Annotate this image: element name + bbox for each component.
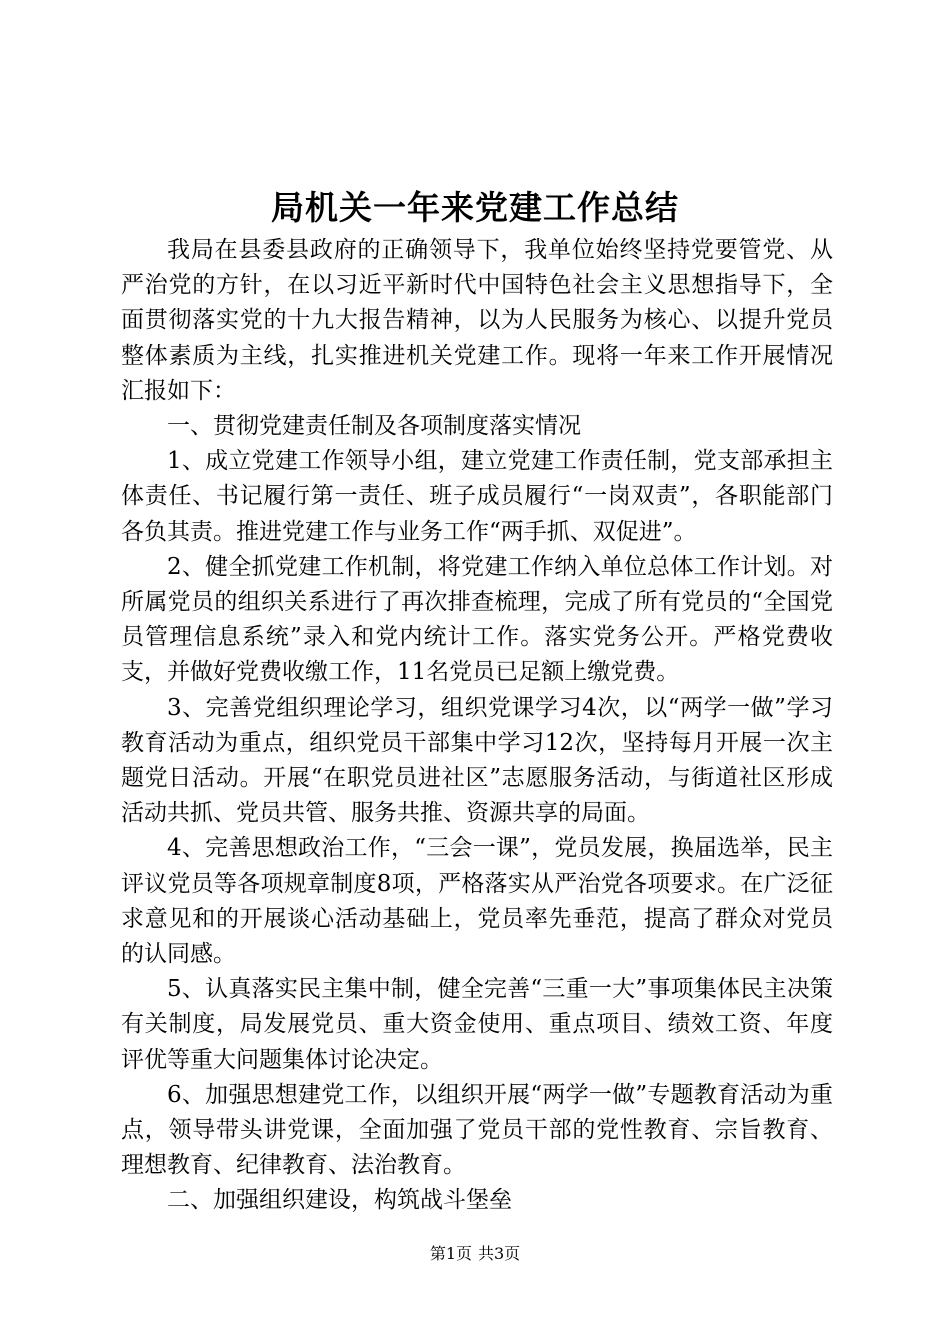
paragraph-intro: 我局在县委县政府的正确领导下，我单位始终坚持党要管党、从严治党的方针，在以习近平新时代中国特色社会主义思想指导下，全面贯彻落实党的十九大报告精神，以为人民服务为核心、以提升党员整体素质为主线，扎实推进机关党建工作。现将一年来工作开展情况汇报如下： [121,237,833,404]
page-number-current: 第1页 [429,1244,472,1263]
paragraph-item-2: 2、健全抓党建工作机制，将党建工作纳入单位总体工作计划。对所属党员的组织关系进行了再次排查梳理，完成了所有党员的“全国党员管理信息系统”录入和党内统计工作。落实党务公开。严格党费收支，并做好党费收缴工作，11名党员已足额上缴党费。 [121,553,833,686]
document-body [121,233,833,1219]
page-footer [0,1244,950,1264]
document-title: 局机关一年来党建工作总结 [271,188,679,227]
paragraph-item-4: 4、完善思想政治工作，“三会一课”，党员发展，换届选举，民主评议党员等各项规章制度8项，严格落实从严治党各项要求。在广泛征求意见和的开展谈心活动基础上，党员率先垂范，提高了群众对党员的认同感。 [121,835,833,968]
section-heading-2: 二、加强组织建设，构筑战斗堡垒 [167,1187,512,1214]
section-heading-1: 一、贯彻党建责任制及各项制度落实情况 [167,413,581,440]
paragraph-item-3: 3、完善党组织理论学习，组织党课学习4次，以“两学一做”学习教育活动为重点，组织党员干部集中学习12次，坚持每月开展一次主题党日活动。开展“在职党员进社区”志愿服务活动，与街道社区形成活动共抓、党员共管、服务共推、资源共享的局面。 [121,694,833,827]
paragraph-item-1: 1、成立党建工作领导小组，建立党建工作责任制，党支部承担主体责任、书记履行第一责任、班子成员履行“一岗双责”，各职能部门各负其责。推进党建工作与业务工作“两手抓、双促进”。 [121,448,833,545]
paragraph-item-6: 6、加强思想建党工作，以组织开展“两学一做”专题教育活动为重点，领导带头讲党课，全面加强了党员干部的党性教育、宗旨教育、理想教育、纪律教育、法治教育。 [121,1081,833,1179]
page-number-total: 共3页 [478,1244,521,1263]
paragraph-item-5: 5、认真落实民主集中制，健全完善“三重一大”事项集体民主决策有关制度，局发展党员、重大资金使用、重点项目、绩效工资、年度评优等重大问题集体讨论决定。 [121,976,833,1073]
